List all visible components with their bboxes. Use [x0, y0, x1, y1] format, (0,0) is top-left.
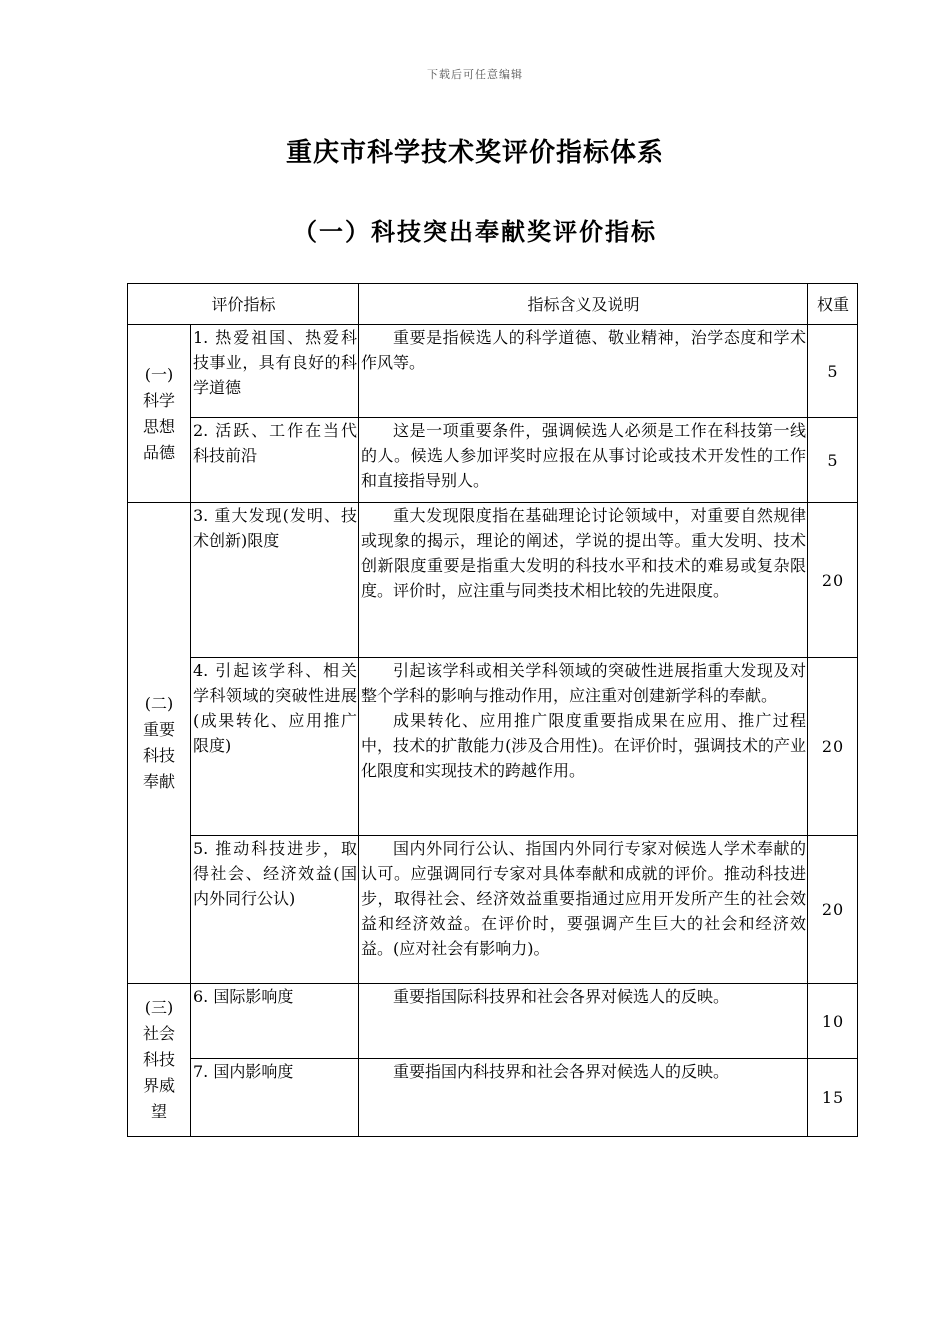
indicator-cell: 3. 重大发现(发明、技术创新)限度 [191, 503, 359, 658]
category-cell [128, 325, 191, 503]
category-label-line: 奉献 [142, 772, 175, 791]
description-paragraph: 引起该学科或相关学科领域的突破性进展指重大发现及对整个学科的影响与推动作用，应注重对创建新学科的奉献。 [361, 661, 807, 705]
weight-cell [808, 984, 858, 1059]
evaluation-table [127, 283, 858, 1137]
indicator-cell: 2. 活跃、工作在当代科技前沿 [191, 418, 359, 503]
category-label-line: 界威 [142, 1076, 175, 1095]
table-row [128, 418, 858, 503]
description-paragraph: 重要指国内科技界和社会各界对候选人的反映。 [393, 1062, 730, 1081]
description-cell [359, 836, 808, 984]
table-header-row [128, 284, 858, 325]
description-paragraph: 成果转化、应用推广限度重要指成果在应用、推广过程中，技术的扩散能力(涉及合用性)。在评价时，强调技术的产业化限度和实现技术的跨越作用。 [361, 711, 807, 780]
description-cell [359, 1059, 808, 1137]
category-cell [128, 984, 191, 1137]
header-indicator: 评价指标 [128, 284, 359, 325]
table-row [128, 658, 858, 836]
weight-value: 10 [821, 1011, 845, 1031]
description-cell [359, 418, 808, 503]
table-row [128, 325, 858, 418]
indicator-cell: 7. 国内影响度 [191, 1059, 359, 1137]
weight-value: 20 [821, 570, 845, 590]
indicator-cell: 5. 推动科技进步，取得社会、经济效益(国内外同行公认) [191, 836, 359, 984]
category-label-line: 品德 [142, 442, 175, 462]
category-cell [128, 503, 191, 984]
category-label-line: 社会 [142, 1024, 175, 1043]
weight-cell [808, 418, 858, 503]
category-label-line: 重要 [142, 720, 175, 739]
document-title: 重庆市科学技术奖评价指标体系 [285, 138, 664, 168]
weight-cell [808, 503, 858, 658]
table-row [128, 836, 858, 984]
weight-value: 5 [827, 450, 839, 470]
weight-value: 5 [827, 361, 839, 381]
weight-value: 15 [821, 1088, 845, 1107]
category-label-line: (二) [144, 694, 174, 713]
description-cell [359, 503, 808, 658]
category-label-line: 科技 [142, 746, 175, 765]
header-note: 下载后可任意编辑 [427, 68, 523, 81]
description-cell [359, 325, 808, 418]
indicator-cell: 4. 引起该学科、相关学科领域的突破性进展(成果转化、应用推广限度) [191, 658, 359, 836]
category-label-line: 科技 [142, 1050, 175, 1069]
weight-cell [808, 1059, 858, 1137]
category-label-line: (三) [144, 998, 174, 1017]
header-description: 指标含义及说明 [359, 284, 808, 325]
indicator-cell: 6. 国际影响度 [191, 984, 359, 1059]
header-weight: 权重 [808, 284, 858, 325]
description-cell [359, 658, 808, 836]
description-paragraph: 重要指国际科技界和社会各界对候选人的反映。 [393, 987, 730, 1006]
table-row [128, 1059, 858, 1137]
weight-value: 20 [821, 900, 845, 919]
indicator-cell: 1. 热爱祖国、热爱科技事业，具有良好的科学道德 [191, 325, 359, 418]
description-paragraph: 重大发现限度指在基础理论讨论领域中，对重要自然规律或现象的揭示，理论的阐述，学说的提出等。重大发明、技术创新限度重要是指重大发明的科技水平和技术的难易或复杂限度。评价时，应注重与同类技术相比较的先进限度。 [361, 506, 807, 600]
weight-cell [808, 325, 858, 418]
table-row [128, 984, 858, 1059]
section-subtitle: （一）科技突出奉献奖评价指标 [293, 218, 657, 246]
category-label-line: 科学 [142, 390, 175, 410]
description-cell [359, 984, 808, 1059]
weight-cell [808, 836, 858, 984]
table-row [128, 503, 858, 658]
description-paragraph: 重要是指候选人的科学道德、敬业精神，治学态度和学术作风等。 [361, 328, 807, 372]
category-label-line: 思想 [142, 416, 175, 436]
weight-value: 20 [821, 737, 845, 756]
description-paragraph: 国内外同行公认、指国内外同行专家对候选人学术奉献的认可。应强调同行专家对具体奉献和成就的评价。推动科技进步，取得社会、经济效益重要指通过应用开发所产生的社会效益和经济效益。在评价时，要强调产生巨大的社会和经济效益。(应对社会有影响力)。 [361, 839, 807, 958]
description-paragraph: 这是一项重要条件，强调候选人必须是工作在科技第一线的人。候选人参加评奖时应报在从事讨论或技术开发性的工作和直接指导别人。 [361, 421, 807, 490]
weight-cell [808, 658, 858, 836]
category-label-line: (一) [144, 364, 174, 384]
category-label-line: 望 [150, 1102, 167, 1121]
